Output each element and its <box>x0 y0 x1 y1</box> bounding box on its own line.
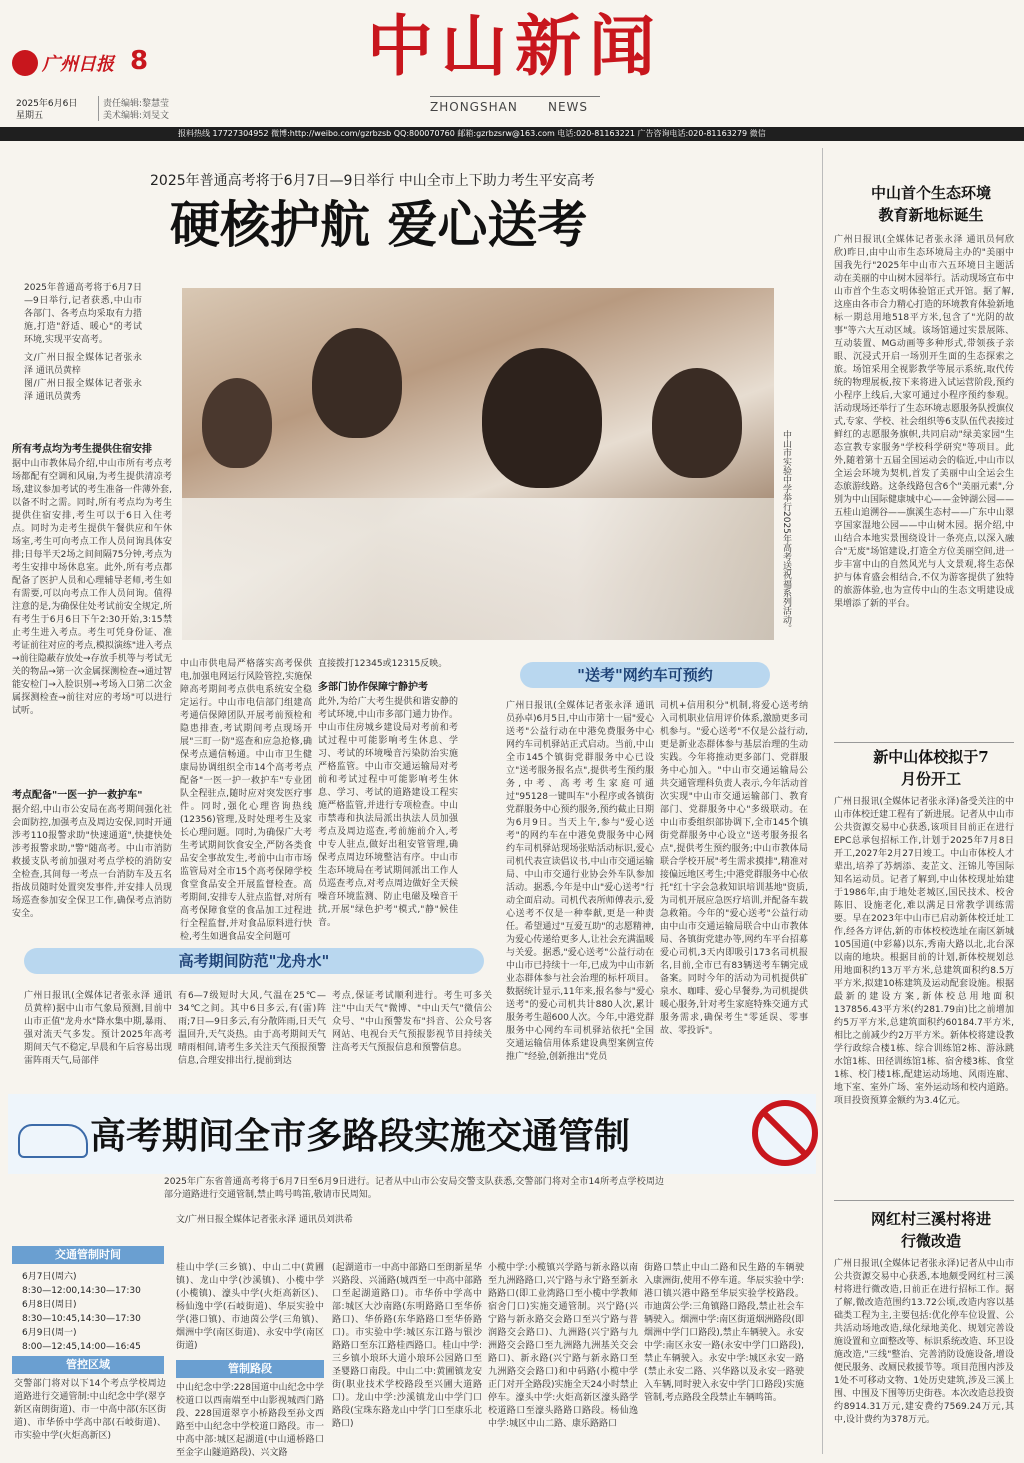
side2-text: 广州日报讯(全媒体记者张永泽)备受关注的中山市体校迁建工程有了新进展。记者从中山市公共资源交易中心获悉,该项目目前正在进行EPC总承包招标工作,计划于2025年7月8日开工,2027年2月27日竣工。中山市体校人才辈出,培养了苏炳添、麦芷文、汪锦儿等国际知名运动员。记者了解到,中山体校现址始建于1986年,由于地处老城区,国民技术、校舍陈旧、设施老化,难以满足日常教学训练需要。早在2023年中山市已启动新体校迁址工作,经各方评估,新的市体校校选址在南区新城105国道(中彩幕)以东,秀南大路以北,北台深以南的地块。根据目前的计划,新体校规划总用地面积约13万平方米,总建筑面积约8.5万平方米,拟建10栋建筑及运动配套设施。根据最新的建设方案,新体校总用地面积137856.43平方米(约281.79亩)比之前增加约5万平方米,总建筑面积约60184.7平方米,相比之前减少约2万平方米。新体校将建设教学行政综合楼1栋、综合训练馆2栋、游泳跳水馆1栋、田径训练馆1栋、宿舍楼3栋、食堂1栋、校门楼1栋,配建运动场地、风雨连廊、地下室、室外广场、室外运动场和校内道路。项目投资预算金额约为3.4亿元。 <box>834 797 1015 1106</box>
traffic-banner <box>8 1094 816 1174</box>
lead-photo <box>182 288 774 640</box>
ride-col-1: 广州日报讯(全媒体记者张永泽 通讯员孙卓)6月5日,中山市第十一届"爱心送考"公益行动在中港免费服务中心网约车司机驿站正式启动。当前,中山全市145个镇街党群服务中心已设立"送考服务报名点",提供考生预约服务,中考、高考考生家庭可通过"95128一键叫车"小程序或各镇街党群服务中心预约服务,预约截止日期为6月9日。当天上午,参与"爱心送考"的网约车在中港免费服务中心网约车司机驿站现场张贴活动标识,爱心司机代表宣读倡议书,中山市交通运输局、中山市交通行业协会外车队参加活动。据悉,今年是中山"爱心送考"行动全面启动。司机代表所师傅表示,爱心送考不仅是一种奉献,更是一种责任。希望通过"互爱互助"的志愿精神,为爱心传递给更多人,让社会充满温暖与关爱。据悉,"爱心送考"公益行动在中山市已持续十一年,已成为中山市新业态群体参与社会治理的标杆项目。数据统计显示,11年来,报名参与"爱心送考"的爱心司机共计880人次,累计服务考生超600人次。今年,中港党群服务中心网约车司机驿站依托"全国交通运输信用体系建设典型案例宣传推广"经验,创新推出"党员 <box>506 701 654 1062</box>
side-divider <box>834 742 1014 743</box>
time-item: 6月7日(周六) <box>22 1272 77 1282</box>
masthead <box>0 0 1024 127</box>
lead-col-3: 中山市供电局严格落实高考保供电,加强电网运行风险管控,实施保障高考期间考点供电系统安全稳定运行。中山市电信部门组建高考通信保障团队开展考前预检和隐患排查,考试期间考点现场开展"三盯一防"巡查和应急抢修,确保考点通信畅通。中山市卫生健康局协调组织全市14个高考考点配备"一医一护一救护车"专业团队全程驻点,随时应对突发医疗事件。同时,强化心理咨询热线(12356)管理,及时处理考生及家长心理问题。同时,为确保广大考生考试期间饮食安全,严防各类食品安全事故发生,考前中山市市场监管局对全市15个高考保障学校食堂食品安全开展监督检查。高考期间,安排专人驻点监督,对所有高考保障食堂的食品加工过程进行全程监督,并对食品原料进行快检,考生如遇食品安全问题可 <box>180 659 312 942</box>
time-item: 8:30—12:00,14:30—17:30 <box>22 1286 141 1296</box>
section-pinyin-right: NEWS <box>548 100 589 114</box>
lead-byline-photo: 图/广州日报全媒体记者张永泽 通讯员黄秀 <box>24 379 142 402</box>
traffic-col-2: (起湖道市一中高中部路口至朗新星华兴路段、兴涌路(城西至一中高中部路口至起湖道路口)。市华侨中学高中部:城区大沙南路(东明路路口至华侨路口)、华侨路(东华路路口至华侨路口)。市实验中学:城区东江路与银沙路路口至东江路桂西路口。桂山中学:三乡镇小琅环大道小琅环公园路口至圣婴路口南段。中山二中:黄圃镇龙安街(职业技术学校路段至兴圃大道路口)。龙山中学:沙溪镇龙山中学门口路段(宝珠东路龙山中学门口至康乐北路口) <box>332 1263 482 1429</box>
ride-col-2: 司机+信用积分"机制,将爱心送考纳入司机职业信用评价体系,激励更多司机参与。"爱心送考"不仅是公益行动,更是新业态群体参与基层治理的生动实践。今年将推动更多部门、党群服务中心加入。"中山市交通运输局公共交通管理科负责人表示,今年活动首次实现"中山市交通运输部门、教育部门、党群服务中心"多级联动。在中山市委组织部协调下,全市145个镇街党群服务中心设立"送考服务报名点",提供考生预约服务;中山市教体局联合学校开展"考生需求摸排",精准对接偏远地区考生;中港党群服务中心依托"红十字会急救知识培训基地"资质,为司机开展应急医疗培训,并配备车载急救箱。今年的"爱心送考"公益行动由中山市交通运输局联合中山市教体局、各镇街党建办等,网约车平台招募爱心司机,3天内即吸引173名司机报名,目前,全市已有83辆送考车辆完成备案。同时今年的活动为司机提供矿泉水、咖啡、爱心早餐券,为司机提供暖心服务,针对考生家庭特殊交通方式服务需求,确保考生"零延误、零事故、零投诉"。 <box>660 701 808 1036</box>
photo-figure <box>202 378 272 468</box>
art-editor: 美术编辑:刘旻文 <box>98 108 169 121</box>
photo-figure <box>482 348 602 488</box>
section-title: 中山新闻 <box>367 7 663 85</box>
time-item: 8:30—10:45,14:30—17:30 <box>22 1314 141 1324</box>
photo-uniforms <box>182 498 774 640</box>
photo-figure <box>312 328 402 438</box>
time-list <box>22 1270 162 1354</box>
side3-title: 网红村三溪村将进行微改造 <box>870 1210 991 1250</box>
section-pinyin-left: ZHONGSHAN <box>430 100 518 114</box>
lead-col-2: 据介绍,中山市公安局在高考期间强化社会面防控,加强考点及周边安保,同时开通涉考110报警求助"快速通道",快捷快处涉考报警求助,"警"随高考。中山市消防救援支队考前加强对考点学校的消防安全检查,其间每一考点一台消防车及五名指战员随时处置突发事件,并安排人员现场巡查参加安全保卫工作,确保考点消防安全。 <box>12 805 172 919</box>
photo-figure <box>652 368 742 478</box>
time-item: 6月8日(周日) <box>22 1300 77 1310</box>
sub-heading: 所有考点均为考生提供住宿安排 <box>12 444 152 455</box>
contact-bar: 报料热线 17727304952 微博:http://weibo.com/gzrbzsb QQ:800070760 邮箱:gzrbzsrw@163.com 电话:020-81163221 广告咨询电话:020-81163279 微信 <box>0 127 1024 141</box>
date: 2025年6月6日 <box>16 99 78 109</box>
traffic-col-4: 街路口禁止中山二路和民生路的车辆驶入康洲街,使用不停车道。华辰实验中学:港口镇兴港中路至华辰实验学校路段。市迪茵公学:三角镇路口路段,禁止社会车辆驶入。烟洲中学:南区街道烟洲路段(即烟洲中学门口路段),禁止车辆驶入。永安中学:南区永安一路(永安中学门口路段),禁止车辆驶入。永安中学:城区永安一路(禁止永安二路、兴华路以及永安一路驶入车辆,同时驶入永安中学门口路段)实施管制,考点路段全段禁止车辆鸣笛。 <box>644 1263 804 1403</box>
traffic-byline: 文/广州日报全媒体记者张永泽 通讯员刘洪希 <box>176 1215 353 1225</box>
traffic-headline: 高考期间全市多路段实施交通管制 <box>90 1115 631 1157</box>
masthead-rule <box>430 96 600 97</box>
sub-heading: 考点配备"一医一护一救护车" <box>12 790 143 801</box>
traffic-intro: 2025年广东省普通高考将于6月7日至6月9日进行。记者从中山市公安局交警支队获悉,交警部门将对全市14所考点学校周边部分道路进行交通管制,禁止鸣号鸣笛,敬请市民周知。 <box>164 1177 664 1200</box>
time-item: 8:00—12:45,14:00—16:45 <box>22 1342 141 1352</box>
editor: 责任编辑:黎慧莹 <box>98 96 169 109</box>
lead-kicker: 2025年普通高考将于6月7日—9日举行 中山全市上下助力考生平安高考 <box>150 173 595 189</box>
lead-byline: 文/广州日报全媒体记者张永泽 通讯员黄梓 <box>24 353 142 376</box>
area-text: 交警部门将对以下14个考点学校周边道路进行交通管制:中山纪念中学(翠亨新区南朗街道)、市一中高中部(东区街道)、市华侨中学高中部(石岐街道)、市实验中学(火炬高新区) <box>14 1379 166 1441</box>
logo-icon <box>12 50 38 76</box>
weekday: 星期五 <box>16 111 44 121</box>
ride-title: "送考"网约车可预约 <box>520 662 770 688</box>
lead-col-1: 据中山市教体局介绍,中山市所有考点考场都配有空调和风扇,为考生提供清凉考场,建议参加考试的考生准备一件薄外套,以备不时之需。同时,所有考点均为考生提供住宿安排,考生可以于6日入住考点。同时为走考生提供午餐供应和午休场室,考生可向考点工作人员问询具体安排;日每半天2场之间间隔75分钟,考点为考生安排中场休息室。此外,所有考点都配备了医护人员和心理辅导老师,考生如有需要,可以向考点工作人员问询。值得注意的是,为确保住处考试前安全规定,所有考生于6月6日下午2:30开始,3:15禁止考生进入考点。考生可凭身份证、准考证前往对应的考点,模拟演练"进入考点→前往隐蔽存放处→存放手机等与考试无关的物品→第一次金属探测检查→通过智能安检门→入脸识别→考场入口第二次金属探测检查→前往对应的考场"可以进行试听。 <box>12 459 173 716</box>
time-title: 交通管制时间 <box>12 1246 164 1264</box>
road-text: 中山纪念中学:228国道中山纪念中学校道口以西南端至中山影视城西门路段、228国道翠亨小桥路段至孙文西路至中山纪念中学校道口路段。市一中高中部:城区起湖道(中山通桥路口至金字山隧道路段)、兴文路 <box>176 1383 324 1458</box>
side1-title: 中山首个生态环境教育新地标诞生 <box>870 184 991 224</box>
rain-col-3: 考点,保证考试顺利进行。考生可多关注"中山天气"微博、"中山天气"微信公众号、"中山预警发布"抖音、公众号客网站、电视台天气预报影视节目持续关注高考天气预报信息和预警信息。 <box>332 991 492 1053</box>
rain-title: 高考期间防范"龙舟水" <box>24 948 484 974</box>
lead-headline: 硬核护航 爱心送考 <box>170 195 588 254</box>
area-title: 管控区域 <box>12 1356 164 1374</box>
paper-logo <box>12 48 132 78</box>
side1-text: 广州日报讯(全媒体记者张永泽 通讯员何欣欣)昨日,由中山市生态环境局主办的"美丽中国我先行"2025年中山市六五环境日主题活动在美丽的中山树木园举行。活动现场宣布中山市首个生态文明体验馆正式开馆。据了解,这座由各市合力精心打造的环境教育体验新地标一期总用地518平方米,包含了"光阴的故事"等六大互动区域。该场馆通过实景展陈、互动装置、MG动画等多种形式,带领孩子亲眼、沉浸式开启一场別开生面的生态探索之旅。场馆采用全视影教学等展示系统,取代传统的物理展板,按下来将进入试运营阶段,预约小程序上线后,大家可通过小程序预约参观。活动现场还举行了生态环境志愿服务队授旗仪式,专家、学校、社会组织等6支队伍代表接过鲜红的志愿服务旗帜,共同启动"绿美家园"生态宣教专家服务"学校科学研究"等项目。此外,随着第十五届全国运动会的临近,中山市以全运会环境为契机,首发了美丽中山全运会生态旅游线路。这条线路包含6个"美丽元素",分别为中山国际健康城中心——金钟湖公园——五桂山追溯谷——旗溪生态村——广东中山翠亨国家湿地公园——中山树木园。据介绍,中山结合本地实景围绕设计一条亮点,以深入融合"无废"场馆建设,打造全方位美丽空间,进一步丰富中山的自然风光与人文景观,将生态保护与体育盛会相结合,不仅为游客提供了独特的旅游体验,也为宣传中山的生态文明建设成果增添了新的平台。 <box>834 235 1015 609</box>
lead-col-4a: 直接拨打12345或12315反映。 <box>318 659 448 669</box>
road-title: 管制路段 <box>176 1360 324 1378</box>
rain-col-2: 有6—7级短时大风,气温在25℃—34℃之间。其中6日多云,有(雷)阵雨;7日—9日多云,有分散阵雨,日天气温回升,天气炎热。由于高考期间天气晴雨相间,请考生多关注天气预报预警信息,合理安排出行,提前到达 <box>178 991 326 1066</box>
sidebar-divider <box>822 148 823 1454</box>
sub-heading: 多部门协作保障宁静护考 <box>318 682 428 693</box>
lead-intro: 2025年普通高考将于6月7日—9日举行,记者获悉,中山市各部门、各考点均采取有力措施,打造"舒适、暖心"的考试环境,实现平安高考。 <box>24 283 142 345</box>
lead-col-4: 此外,为给广大考生提供和谐安静的考试环境,中山市多部门通力协作。中山市住房城乡建设局对考前和考试过程中可能影响考生休息、学习、考试的环境噪音污染防治实施严格监管。中山市交通运输局对考前和考试过程中可能影响考生休息、学习、考试的道路建设工程实施严格监管,并进行专项检查。中山市禁毒和执法局派出执法人员加强考点及周边巡查,考前施前介入,考中专人驻点,做好出租安管管理,确保考点周边环境整洁有序。中山市生态环境局在考试期间派出工作人员巡查考点,对考点周边做好全天候噪音环境监测、防止电磁及噪音干扰,开展"绿色护考"模式,"静"候佳音。 <box>318 697 458 928</box>
side3-text: 广州日报讯(全媒体记者张永泽)记者从中山市公共资源交易中心获悉,本地颇受网红村三溪村将进行微改造,日前正在进行招标工作。据了解,微改造范围约13.72公顷,改造内容以基础类工程为主,主要包括:优化停车位设置、公共活动场地改造,绿化绿地美化、规划完善设施设置和立面整改等、标识系统改造、环卫设施改造,"三线"整治、完善消防设施设备,增设便民服务、改厕民救援节等。项目范围内涉及1处不可移动文物、1处历史建筑,涉及三溪上围、中围及下围等历史街巷。本次改造总投资约8914.31万元,建安费约7569.24万元,其中,设计费约为378万元。 <box>834 1259 1015 1425</box>
car-icon <box>18 1124 88 1158</box>
no-horn-icon <box>752 1100 818 1166</box>
rain-col-1: 广州日报讯(全媒体记者张永泽 通讯员黄梓)据中山市气象局预测,目前中山市正值"龙舟水"降水集中期,暴雨、强对流天气多发。预计2025年高考期间天气不稳定,早晨和午后容易出现雷阵雨天气,局部伴 <box>24 991 172 1066</box>
page-number: 8 <box>130 46 149 76</box>
paper-name: 广州日报 <box>42 54 114 75</box>
school-list: 桂山中学(三乡镇)、中山二中(黄圃镇)、龙山中学(沙溪镇)、小榄中学(小榄镇)、濠头中学(火炬高新区)、杨仙逸中学(石岐街道)、华辰实验中学(港口镇)、市迪茵公学(三角镇)、烟洲中学(南区街道)、永安中学(南区街道) <box>176 1263 324 1351</box>
time-item: 6月9日(周一) <box>22 1328 77 1338</box>
traffic-col-3: 小榄中学:小榄镇兴学路与新永路以南至九洲路路口,兴宁路与永宁路至新永路路口(即工业湾路口至小榄中学教师宿舍门口)实施交通管制。兴宁路(兴宁路与新永路交会路口至兴宁路与普润路交会路口)、九洲路(兴宁路与九洲路交会路口至九洲路九洲基关交会路口)、新永路(兴宁路与新永路口至九洲路交会路口)和中码路(小榄中学正门对开全路段)实施全天24小时禁止停车。濠头中学:火炬高新区濠头路学校道路口至濠头路路口路段。杨仙逸中学:城区中山二路、康乐路路口 <box>488 1263 638 1429</box>
side-divider <box>834 1200 1014 1201</box>
photo-caption: 中山市实验中学举行2025年高考送祝福系列活动。 <box>781 430 791 633</box>
side2-title: 新中山体校拟于7月份开工 <box>873 748 989 788</box>
